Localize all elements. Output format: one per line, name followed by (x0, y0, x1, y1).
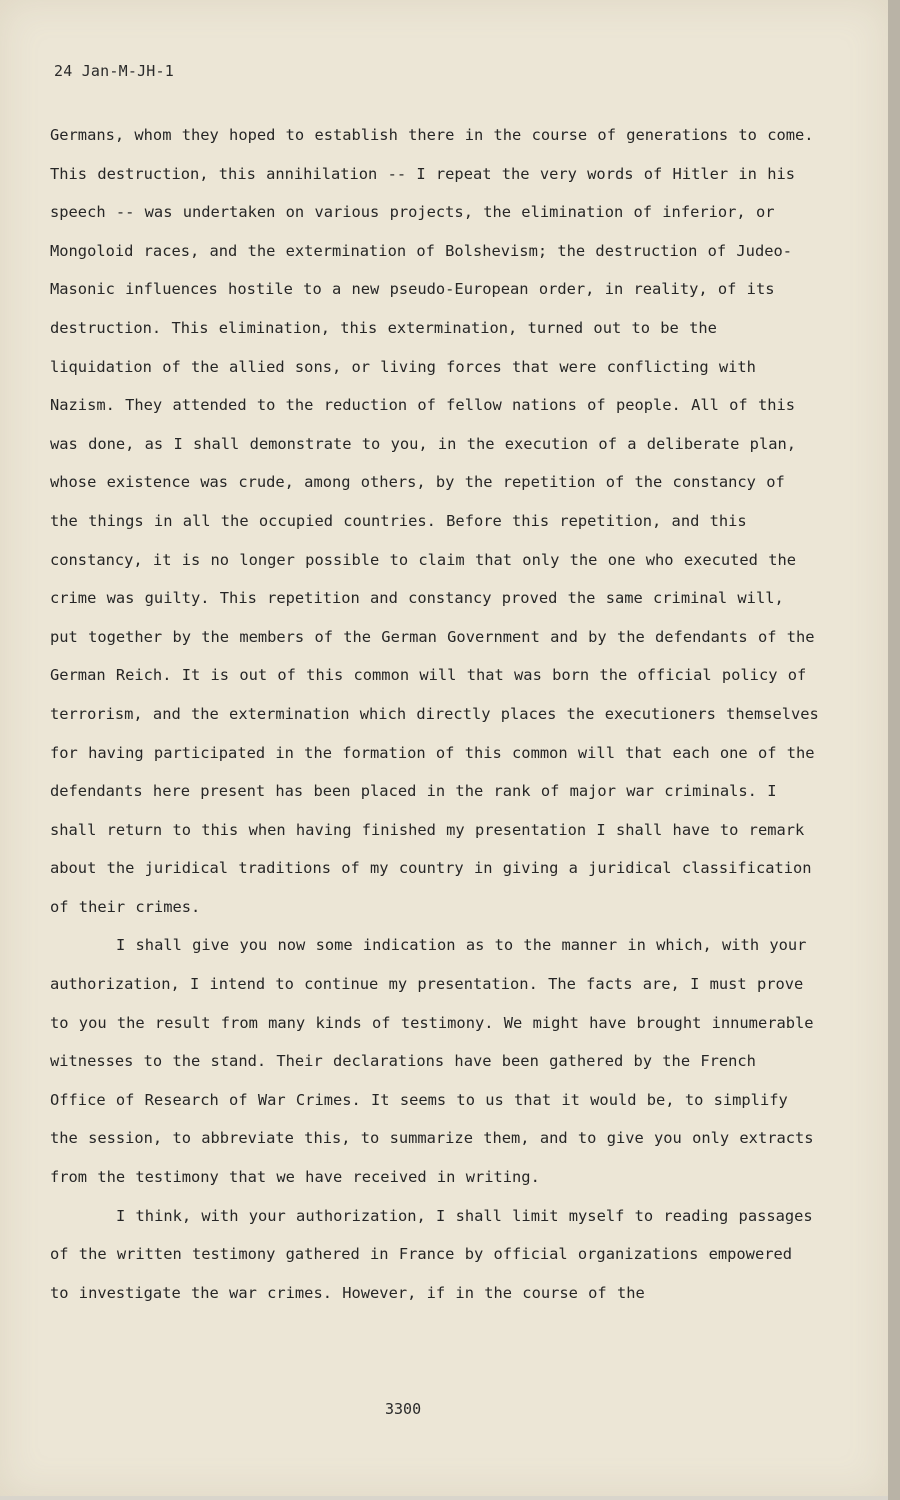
page-edge-shadow (888, 0, 900, 1500)
body-text (50, 116, 820, 1312)
paragraph-3: I think, with your authorization, I shall limit myself to reading passages of the written testimony gathered in France by official organizations empowered to investigate the war crimes. However, if in the course of the (50, 1206, 813, 1302)
paragraph-1: Germans, whom they hoped to establish there in the course of generations to come. This destruction, this annihilation -- I repeat the very words of Hitler in his speech -- was undertaken on various projects, the elimination of inferior, or Mongoloid races, and the extermination of Bolshevism; the destruction of Judeo-Masonic influences hostile to a new pseudo-European order, in reality, of its destruction. This elimination, this extermination, turned out to be the liquidation of the allied sons, or living forces that were conflicting with Nazism. They attended to the reduction of fellow nations of people. All of this was done, as I shall demonstrate to you, in the execution of a deliberate plan, whose existence was crude, among others, by the repetition of the constancy of the things in all the occupied countries. Before this repetition, and this constancy, it is no longer possible to claim that only the one who executed the crime was guilty. This repetition and constancy proved the same criminal will, put together by the members of the German Government and by the defendants of the German Reich. It is out of this common will that was born the official policy of terrorism, and the extermination which directly places the executioners themselves for having participated in the formation of this common will that each one of the defendants here present has been placed in the rank of major war criminals. I shall return to this when having finished my presentation I shall have to remark about the juridical traditions of my country in giving a juridical classification of their crimes. (50, 126, 819, 916)
page-header: 24 Jan-M-JH-1 (54, 62, 174, 80)
paragraph-2: I shall give you now some indication as to the manner in which, with your authorization, I intend to continue my presentation. The facts are, I must prove to you the result from many kinds of testimony. We might have brought innumerable witnesses to the stand. Their declarations have been gathered by the French Office of Research of War Crimes. It seems to us that it would be, to simplify the session, to abbreviate this, to summarize them, and to give you only extracts from the testimony that we have received in writing. (50, 936, 814, 1187)
page-number: 3300 (385, 1400, 422, 1418)
